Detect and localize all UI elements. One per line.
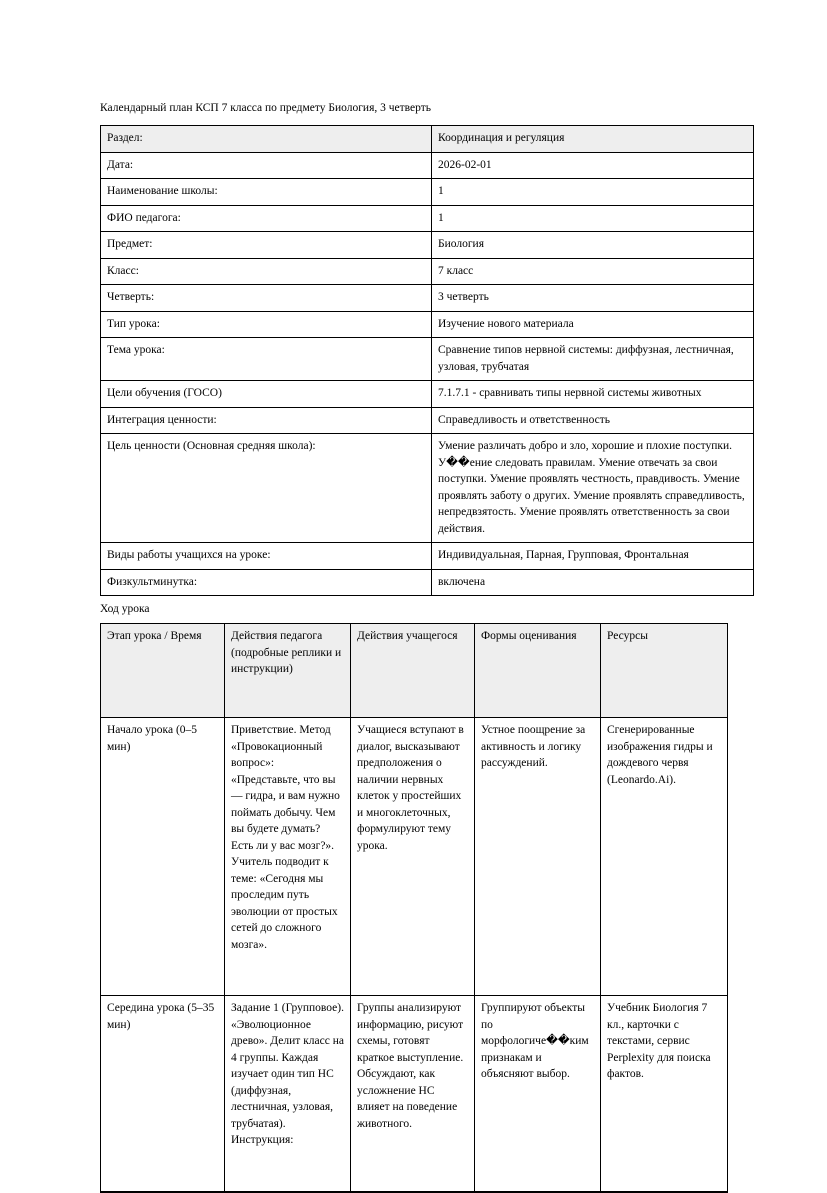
cell-assessment: Устное поощрение за активность и логику рассуждений. <box>475 718 601 996</box>
lesson-flow-heading: Ход урока <box>100 603 150 615</box>
info-value: Умение различать добро и зло, хорошие и плохие поступки. У��ение следовать правилам. Умение отвечать за свои поступки. Умение проявлять честность, правдивость. Умение проявлять заботу о других. Умение проявлять справедливость, непредвзятость. Умение проявлять ответственность за свои действия. <box>432 434 754 543</box>
table-row <box>101 569 754 596</box>
table-row <box>101 258 754 285</box>
cell-student-actions: Группы анализируют информацию, рисуют схемы, готовят краткое выступление. Обсуждают, как усложнение НС влияет на поведение животного. <box>351 996 475 1193</box>
column-header-resources: Ресурсы <box>601 624 728 718</box>
table-row <box>101 152 754 179</box>
info-value: 7 класс <box>432 258 754 285</box>
lesson-info-table <box>100 125 754 596</box>
lesson-info-body <box>101 126 754 596</box>
info-value: Сравнение типов нервной системы: диффузная, лестничная, узловая, трубчатая <box>432 338 754 381</box>
info-value: Изучение нового материала <box>432 311 754 338</box>
table-row <box>101 381 754 408</box>
info-value: 1 <box>432 179 754 206</box>
column-header-teacher-actions: Действия педагога (подробные реплики и инструкции) <box>225 624 351 718</box>
table-row <box>101 434 754 543</box>
lesson-flow-body <box>101 718 728 1193</box>
cell-resources: Учебник Биология 7 кл., карточки с текстами, сервис Perplexity для поиска фактов. <box>601 996 728 1193</box>
table-row <box>101 205 754 232</box>
table-header-row <box>101 624 728 718</box>
info-value: Индивидуальная, Парная, Групповая, Фронтальная <box>432 543 754 570</box>
table-row <box>101 285 754 312</box>
info-key: Раздел: <box>101 126 432 153</box>
table-row <box>101 996 728 1193</box>
info-key: Цели обучения (ГОСО) <box>101 381 432 408</box>
table-row <box>101 718 728 996</box>
info-key: Предмет: <box>101 232 432 259</box>
table-row <box>101 179 754 206</box>
info-key: Физкультминутка: <box>101 569 432 596</box>
info-key: ФИО педагога: <box>101 205 432 232</box>
info-key: Интеграция ценности: <box>101 407 432 434</box>
info-key: Четверть: <box>101 285 432 312</box>
column-header-stage: Этап урока / Время <box>101 624 225 718</box>
page-title: Календарный план КСП 7 класса по предмету Биология, 3 четверть <box>100 102 431 114</box>
info-key: Виды работы учащихся на уроке: <box>101 543 432 570</box>
info-value: 3 четверть <box>432 285 754 312</box>
info-key: Дата: <box>101 152 432 179</box>
info-value: включена <box>432 569 754 596</box>
lesson-flow-header <box>101 624 728 718</box>
table-row <box>101 543 754 570</box>
info-key: Наименование школы: <box>101 179 432 206</box>
info-key: Цель ценности (Основная средняя школа): <box>101 434 432 543</box>
cell-resources: Сгенерированные изображения гидры и дождевого червя (Leonardo.Ai). <box>601 718 728 996</box>
cell-teacher-actions: Приветствие. Метод «Провокационный вопрос»: «Представьте, что вы — гидра, и вам нужно поймать добычу. Чем вы будете думать? Есть ли у вас мозг?». Учитель подводит к теме: «Сегодня мы проследим путь эволюции от простых сетей до сложного мозга». <box>225 718 351 996</box>
info-key: Тип урока: <box>101 311 432 338</box>
table-row <box>101 338 754 381</box>
cell-stage: Начало урока (0–5 мин) <box>101 718 225 996</box>
info-value: Координация и регуляция <box>432 126 754 153</box>
cell-stage: Середина урока (5–35 мин) <box>101 996 225 1193</box>
column-header-student-actions: Действия учащегося <box>351 624 475 718</box>
table-row <box>101 126 754 153</box>
table-row <box>101 407 754 434</box>
info-value: Биология <box>432 232 754 259</box>
table-row <box>101 232 754 259</box>
cell-assessment: Группируют объекты по морфологиче��ким признакам и объясняют выбор. <box>475 996 601 1193</box>
cell-teacher-actions: Задание 1 (Групповое). «Эволюционное древо». Делит класс на 4 группы. Каждая изучает один тип НС (диффузная, лестничная, узловая, трубчатая). Инструкция: <box>225 996 351 1193</box>
info-value: 7.1.7.1 - сравнивать типы нервной системы животных <box>432 381 754 408</box>
column-header-assessment: Формы оценивания <box>475 624 601 718</box>
table-row <box>101 311 754 338</box>
info-value: 1 <box>432 205 754 232</box>
cell-student-actions: Учащиеся вступают в диалог, высказывают предположения о наличии нервных клеток у простейших и многоклеточных, формулируют тему урока. <box>351 718 475 996</box>
info-key: Класс: <box>101 258 432 285</box>
info-value: Справедливость и ответственность <box>432 407 754 434</box>
info-key: Тема урока: <box>101 338 432 381</box>
lesson-flow-table <box>100 623 728 1193</box>
info-value: 2026-02-01 <box>432 152 754 179</box>
